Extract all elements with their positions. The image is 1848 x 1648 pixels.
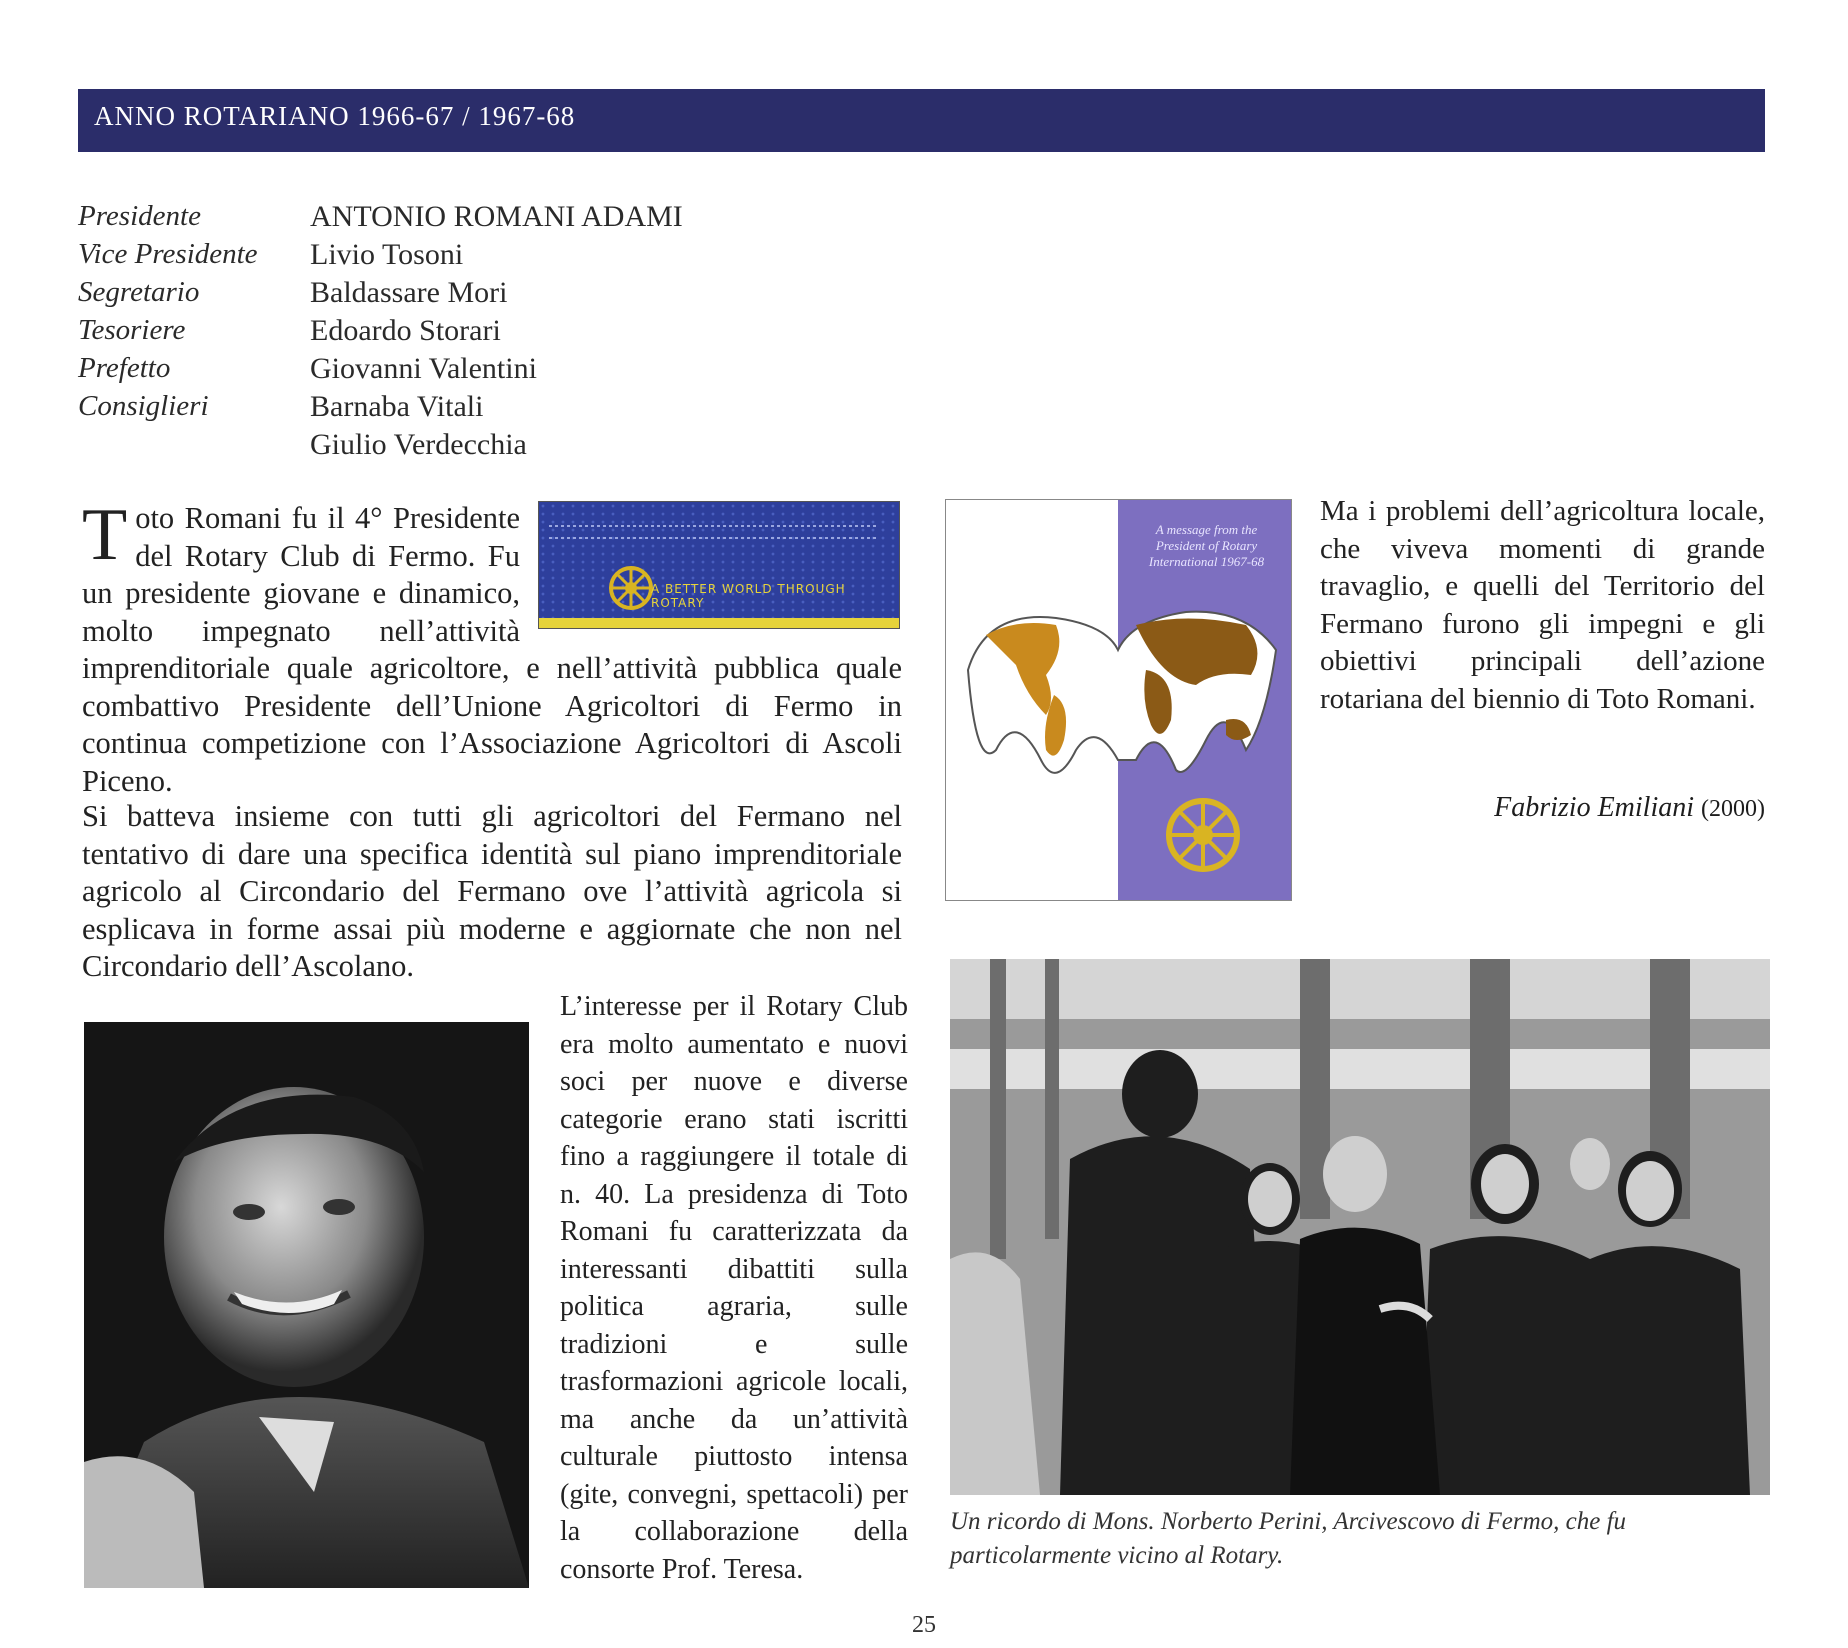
brochure-text: A message from the President of Rotary International 1967-68 — [1148, 522, 1265, 569]
officer-name: Edoardo Storari — [310, 314, 501, 347]
officer-name: Giulio Verdecchia — [310, 428, 527, 461]
officer-role: Presidente — [78, 200, 201, 232]
badge-slogan: A BETTER WORLD THROUGH ROTARY — [651, 582, 846, 610]
officer-name: Baldassare Mori — [310, 276, 508, 309]
right-attribution — [1320, 792, 1765, 824]
officer-role: Prefetto — [78, 352, 171, 384]
badge-float-spacer — [520, 500, 902, 646]
officer-name: ANTONIO ROMANI ADAMI — [310, 200, 683, 233]
portrait-photo — [84, 1022, 529, 1588]
author-name: Fabrizio Emiliani — [1494, 792, 1695, 823]
officer-role: Segretario — [78, 276, 200, 308]
officer-role: Consiglieri — [78, 390, 209, 422]
intro-lead-text: oto Romani fu il 4° Presidente del Rotary Club di Fermo. Fu un presidente giovane e dinamico, molto impegnato nell’attività imprenditoriale quale agricoltore, e nell’attività pubblica quale combattivo Presidente dell’Unione Agricoltori di Fermo in continua competizione con l’Associazione Agricoltori di Ascoli Piceno. — [82, 501, 902, 798]
officer-name: Giovanni Valentini — [310, 352, 537, 385]
section-header — [78, 89, 1765, 152]
officer-name: Livio Tosoni — [310, 238, 464, 271]
section-title: ANNO ROTARIANO 1966-67 / 1967-68 — [94, 101, 576, 131]
officer-name: Barnaba Vitali — [310, 390, 484, 423]
group-photo — [950, 959, 1770, 1495]
officer-role: Tesoriere — [78, 314, 186, 346]
right-paragraph: Ma i problemi dell’agricoltura locale, che viveva momenti di grande travaglio, e quelli del Territorio del Fermano furono gli impegni e gli obiettivi principali dell’azione rotariana del biennio di Toto Romani. — [1320, 495, 1765, 715]
group-photo-graphic — [950, 959, 1770, 1495]
middle-paragraph: L’interesse per il Rotary Club era molto aumentato e nuovi soci per nuove e diverse categorie erano stati iscritti fino a raggiungere il totale di n. 40. La presidenza di Toto Romani fu caratterizzata da interessanti dibattiti sulla politica agraria, sulle tradizioni e sulle trasformazioni agricole locali, ma anche da un’attività culturale piuttosto intensa (gite, convegni, spettacoli) per la collaborazione della consorte Prof. Teresa. — [560, 991, 908, 1585]
page-number: 25 — [912, 1612, 936, 1638]
dropcap: T — [82, 494, 128, 576]
brochure-image — [945, 499, 1292, 901]
author-year: (2000) — [1701, 796, 1765, 822]
group-photo-caption: Un ricordo di Mons. Norberto Perini, Arcivescovo di Fermo, che fu particolarmente vicino al Rotary. — [950, 1508, 1627, 1569]
intro-paragraph-2: Si batteva insieme con tutti gli agricoltori del Fermano nel tentativo di dare una specifica identità sul piano imprenditoriale agricolo al Circondario del Fermano ove l’attività agricola si esplicava in forme assai più moderne e aggiornate che non nel Circondario dell’Ascolano. — [82, 799, 902, 983]
officer-role: Vice Presidente — [78, 238, 258, 270]
intro-paragraph — [82, 494, 902, 800]
portrait-graphic — [84, 1022, 529, 1588]
